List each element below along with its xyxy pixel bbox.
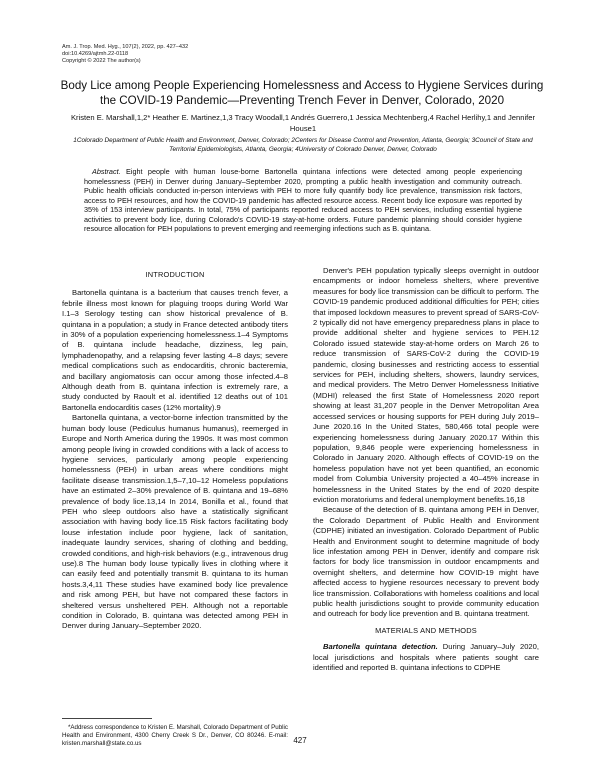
intro-paragraph-2: Bartonella quintana, a vector-borne infection transmitted by the human body louse (Pediculus humanus humanus), reemerged in Europe and North America during the 1990s. It was most common among people living in crowded conditions with a lack of access to hygiene services, particularly among people experiencing homelessness (PEH) in urban areas where conditions might facilitate disease transmission.1,5–7,10–12 Homeless populations have an estimated 2–30% prevalence of B. quintana and 19–68% prevalence of body lice.13,14 In 2014, Bonilla et al., found that PEH who sleep outdoors also have a statistically significant association with having body lice.15 Risk factors facilitating body louse infestation include poor hygiene, lack of sanitation, inadequate laundry services, sharing of clothing and bedding, crowded conditions, and high-risk behaviors (e.g., intravenous drug use).8 The human body louse typically lives in clothing where it can easily feed and potentially transmit B. quintana to its human hosts.3,4,11 These studies have examined body lice prevalence and risk among PEH, but have not compared these factors in sheltered versus unsheltered PEH. Although not a reportable condition in Colorado, B. quintana was detected among PEH in Denver during January–September 2020. — [62, 413, 288, 631]
page-number: 427 — [293, 736, 307, 745]
article-title: Body Lice among People Experiencing Homelessness and Access to Hygiene Services during the COVID-19 Pandemic—Preventing Trench Fever in Denver, Colorado, 2020 — [60, 79, 544, 107]
methods-paragraph — [313, 642, 539, 673]
journal-meta — [62, 44, 188, 65]
intro-paragraph-1: Bartonella quintana is a bacterium that causes trench fever, a febrile illness most known for plaguing troops during World War I.1–3 Serology testing can show historical prevalence of B. quintana in a population; a study in France detected antibody titers in 30% of a population experiencing homelessness.1–4 Symptoms of B. quintana include headache, dizziness, leg pain, lymphadenopathy, and a relapsing fever lasting 4–8 days; severe medical complications such as endocarditis, chronic bacteremia, and bacillary angiomatosis can occur among those infected.4–8 Although death from B. quintana infection is extremely rare, a study conducted by Raoult et al. identified 12 deaths out of 101 Bartonella endocarditis cases (12% mortality).9 — [62, 288, 288, 412]
introduction-heading: INTRODUCTION — [145, 270, 205, 279]
correspondence-footnote: *Address correspondence to Kristen E. Marshall, Colorado Department of Public Health and Environment, 4300 Cherry Creek S Dr., Denver, CO 80246. E-mail: kristen.marshall@state.co.us — [62, 724, 288, 747]
methods-heading: MATERIALS AND METHODS — [375, 625, 477, 635]
journal-citation: Am. J. Trop. Med. Hyg., 107(2), 2022, pp. 427–432 — [62, 44, 189, 50]
abstract — [84, 167, 522, 234]
right-paragraph-2: Because of the detection of B. quintana among PEH in Denver, the Colorado Department of Public Health and Environment (CDPHE) initiated an investigation. Colorado Department of Public Health and Environment sought to determine magnitude of body lice infestation among PEH in Denver, identify and compare risk factors for body lice transmission in outdoor encampments and overnight shelters, and determine how COVID-19 might have affected access to hygiene resources necessary to prevent body lice transmission. Collaborations with homeless coalitions and local public health jurisdictions sought to provide community education and outreach for body lice prevention and B. quintana treatment. — [313, 505, 539, 619]
right-paragraph-1: Denver's PEH population typically sleeps overnight in outdoor encampments or indoor homeless shelters, where preventive measures for body lice transmission can be difficult to perform. The COVID-19 pandemic produced additional difficulties for PEH; cities that imposed lockdown measures to prevent spread of SARS-CoV-2 typically did not have emergency preparedness plans in place to provide additional shelter and hygiene services to PEH.12 Colorado issued statewide stay-at-home orders on March 26 to reduce transmission of SARS-CoV-2 during the COVID-19 pandemic, closing businesses and restricting access to essential services for PEH, including shelters, showers, laundry services, and medical providers. The Metro Denver Homelessness Initiative (MDHI) released the first State of Homelessness 2020 report showing at least 31,207 people in the Denver Metropolitan Area accessed services or housing supports for PEH during July 2019–June 2020.16 In the United States, 580,466 total people were experiencing homelessness during January 2020.17 Within this population, 9,846 people were experiencing homelessness in Colorado in January 2020. Although effects of COVID-19 on the homeless population have not yet been quantified, an economic model from Columbia University projected a 40–45% increase in homelessness in the United States by the end of 2020 despite eviction moratoriums and federal unemployment benefits.16,18 — [313, 266, 539, 504]
affiliations-text: 1Colorado Department of Public Health and Environment, Denver, Colorado; 2Centers for Disease Control and Prevention, Atlanta, Georgia; 3Council of State and Territorial Epidemiologists, Atlanta, Georgia; 4University of Colorado Denver, Denver, Colorado — [73, 137, 533, 153]
right-column — [313, 266, 539, 673]
copyright: Copyright © 2022 The author(s) — [62, 58, 141, 64]
authors-text: Kristen E. Marshall,1,2* Heather E. Martinez,1,3 Tracy Woodall,1 Andrés Guerrero,1 Jessica Mechtenberg,4 Rachel Herlihy,1 and Jennifer House1 — [70, 113, 535, 133]
affiliations — [60, 137, 546, 154]
methods-text: During January–July 2020, local jurisdictions and hospitals where patients sought care identified and reported B. quintana infections to CDPHE — [313, 642, 539, 673]
abstract-label: Abstract. — [92, 167, 121, 176]
footnote-divider — [62, 718, 152, 719]
left-column — [62, 270, 288, 632]
methods-subhead: Bartonella quintana detection. — [323, 642, 438, 652]
author-list — [60, 113, 546, 134]
abstract-text: Eight people with human louse-borne Bartonella quintana infections were detected among people experiencing homelessness (PEH) in Denver during January–September 2020, prompting a public health investigation and community outreach. Public health officials conducted in-person interviews with PEH to more fully quantify body lice prevalence, transmission risk factors, access to PEH resources, and how the COVID-19 pandemic has affected resource access. Recent body lice exposure was reported by 35% of 153 interview participants. In total, 75% of participants reported reduced access to PEH services, including essential hygiene activities to prevent body lice, during Colorado's COVID-19 stay-at-home orders. Future pandemic planning should consider hygiene resource allocation for PEH populations to prevent emerging and reemerging infections such as B. quintana. — [84, 167, 522, 233]
doi: doi:10.4269/ajtmh.22-0118 — [62, 51, 129, 57]
